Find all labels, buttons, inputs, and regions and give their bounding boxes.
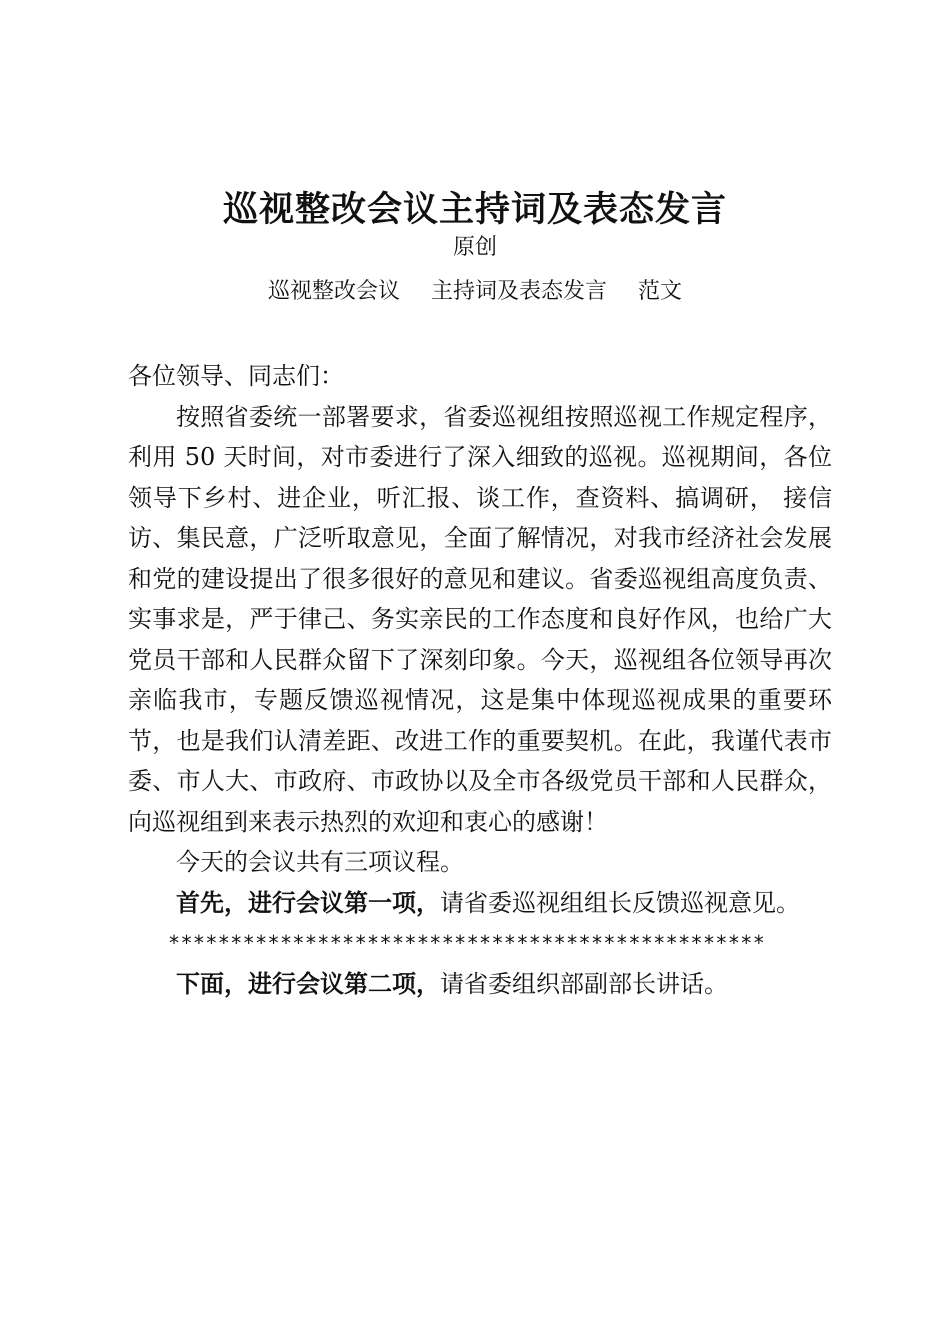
agenda-item-2-lead: 下面，进行会议第二项， (176, 968, 440, 998)
agenda-item-2 (128, 964, 832, 1005)
document-title: 巡视整改会议主持词及表态发言 (222, 189, 727, 230)
document-body (128, 356, 832, 1004)
document-subtitle: 原创 (452, 235, 497, 260)
separator-line: ************************************************ (168, 931, 766, 955)
opening-paragraph: 按照省委统一部署要求，省委巡视组按照巡视工作规定程序，利用 50 天时间，对市委进行了深入细致的巡视。巡视期间，各位领导下乡村、进企业，听汇报、谈工作，查资料、搞调研， 接信访、集民意，广泛听取意见，全面了解情况，对我市经济社会发展和党的建设提出了很多很好的意见和建议。省委巡视组高度负责、实事求是，严于律己、务实亲民的工作态度和良好作风，也给广大党员干部和人民群众留下了深刻印象。今天，巡视组各位领导再次亲临我市，专题反馈巡视情况，这是集中体现巡视成果的重要环节，也是我们认清差距、改进工作的重要契机。在此，我谨代表市委、市人大、市政府、市政协以及全市各级党员干部和人民群众，向巡视组到来表示热烈的欢迎和衷心的感谢！ (128, 402, 832, 836)
agenda-item-1-text: 请省委巡视组组长反馈巡视意见。 (440, 888, 800, 917)
keyword-2: 主持词及表态发言 (430, 279, 607, 304)
agenda-item-1-lead: 首先，进行会议第一项， (176, 887, 440, 917)
salutation: 各位领导、同志们： (128, 362, 344, 390)
agenda-intro: 今天的会议共有三项议程。 (176, 848, 464, 876)
keyword-3: 范文 (638, 279, 683, 304)
keyword-1: 巡视整改会议 (267, 279, 400, 304)
agenda-item-1 (128, 883, 832, 924)
agenda-item-2-text: 请省委组织部副部长讲话。 (440, 969, 728, 998)
keyword-line (0, 275, 950, 309)
